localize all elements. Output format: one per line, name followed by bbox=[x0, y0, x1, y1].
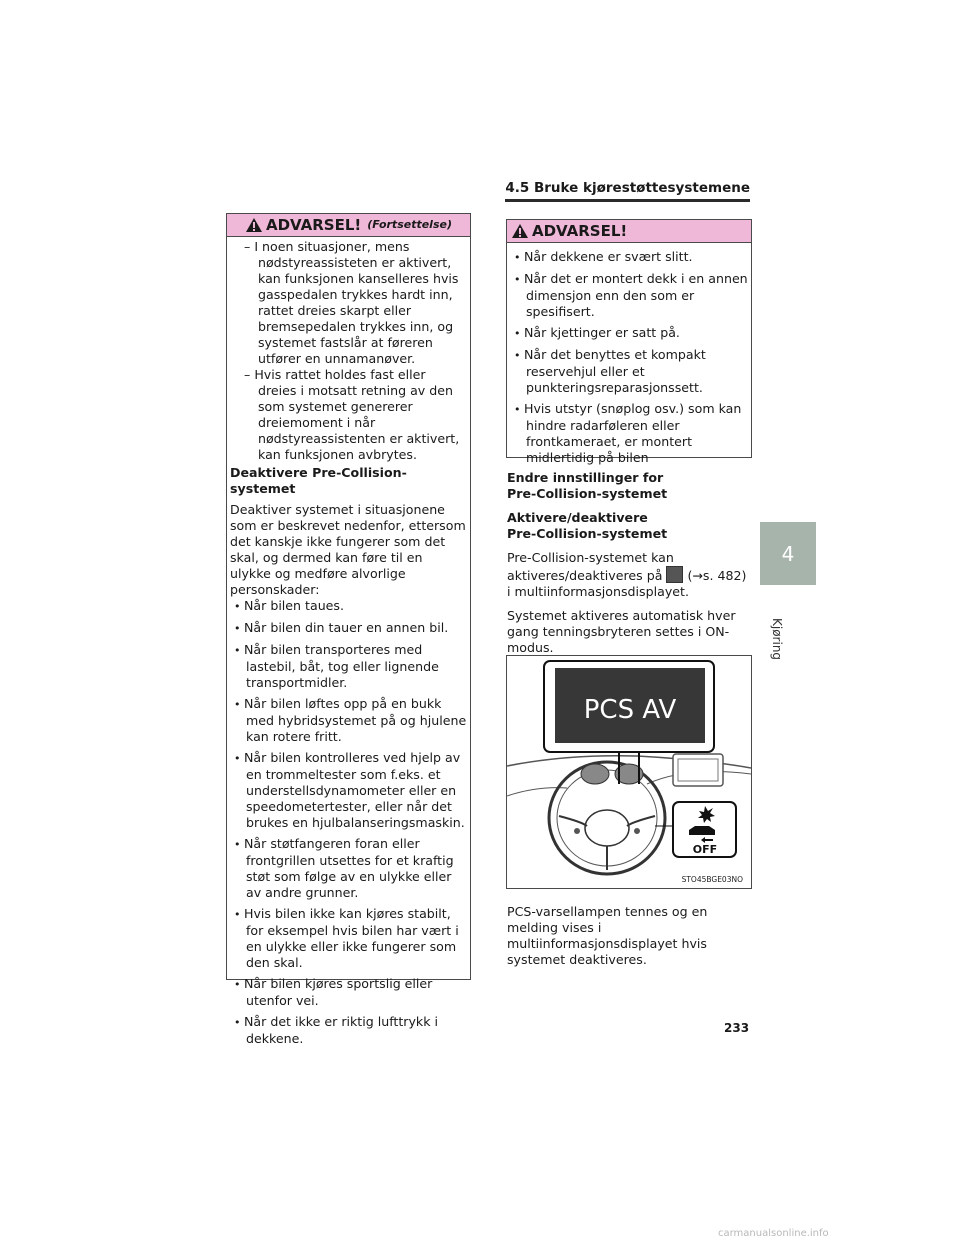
figure-code: STO45BGE03NO bbox=[681, 875, 743, 884]
display-text: PCS AV bbox=[583, 695, 677, 725]
list-item: • Når det er montert dekk i en annen dimensjon enn den som er spesifisert. bbox=[510, 271, 748, 320]
list-item: • Når bilen transporteres med lastebil, båt, tog eller lignende transportmidler. bbox=[230, 642, 467, 691]
watermark: carmanualsonline.info bbox=[718, 1228, 829, 1239]
bullet-list bbox=[230, 598, 467, 1047]
list-item: • Når det benyttes et kompakt reservehjul eller et punkteringsreparasjonssett. bbox=[510, 347, 748, 396]
dash-list bbox=[244, 239, 467, 463]
paragraph-deactivation: PCS-varsellampen tennes og en melding vises i multiinformasjonsdisplayet hvis systemet deaktiveres. bbox=[507, 904, 708, 967]
section-heading: Deaktivere Pre-Collision-systemet bbox=[230, 465, 407, 496]
warning-triangle-icon bbox=[245, 217, 263, 233]
heading-activate-line1: Aktivere/deaktivere bbox=[507, 510, 648, 525]
list-item: • Når det ikke er riktig lufttrykk i dekkene. bbox=[230, 1014, 467, 1047]
list-item: • Når bilen kontrolleres ved hjelp av en trommeltester som f.eks. et understellsdynamometer eller en speedometertester, eller når det brukes en hjulbalanseringsmaskin. bbox=[230, 750, 467, 831]
dashboard-illustration bbox=[507, 656, 751, 888]
settings-section bbox=[507, 470, 752, 661]
list-item: • Når bilen løftes opp på en bukk med hybridsystemet på og hjulene kan rotere fritt. bbox=[230, 696, 467, 745]
heading-settings-line2: Pre-Collision-systemet bbox=[507, 486, 668, 501]
warning-title: ADVARSEL! bbox=[532, 222, 628, 240]
list-item: • Når støtfangeren foran eller frontgrillen utsettes for et kraftig støt som følge av en ulykke eller av andre grunner. bbox=[230, 836, 467, 901]
heading-activate-line2: Pre-Collision-systemet bbox=[507, 526, 668, 541]
paragraph-activate-text-a: Pre-Collision-systemet kan aktiveres/deaktiveres på bbox=[507, 550, 674, 583]
list-item: • Når bilen kjøres sportslig eller utenfor vei. bbox=[230, 976, 467, 1009]
paragraph-activate-text-b: (→s. 482) i multiinformasjonsdisplayet. bbox=[507, 568, 747, 599]
warning-title: ADVARSEL! bbox=[266, 216, 362, 234]
warning-triangle-icon bbox=[511, 223, 529, 239]
warning-box bbox=[506, 219, 752, 465]
list-item: • Hvis utstyr (snøplog osv.) som kan hindre radarføleren eller frontkameraet, er montert midlertidig på bilen bbox=[510, 401, 748, 466]
section-header: 4.5 Bruke kjørestøttesystemene bbox=[505, 180, 750, 196]
list-item: • Når kjettinger er satt på. bbox=[510, 325, 748, 342]
chapter-tab bbox=[760, 522, 816, 585]
list-item: • Når bilen taues. bbox=[230, 598, 467, 615]
list-item: • Hvis bilen ikke kan kjøres stabilt, for eksempel hvis bilen har vært i en ulykke eller ikke fungerer som den skal. bbox=[230, 906, 467, 971]
heading-settings-line1: Endre innstillinger for bbox=[507, 470, 664, 485]
list-item: • Når dekkene er svært slitt. bbox=[510, 249, 748, 266]
paragraph-activate bbox=[507, 550, 752, 600]
off-button-label: OFF bbox=[692, 843, 718, 856]
dashboard-figure bbox=[506, 655, 752, 889]
deactivation-note bbox=[507, 904, 752, 973]
chapter-number: 4 bbox=[781, 541, 795, 566]
intro-paragraph: Deaktiver systemet i situasjonene som er beskrevet nedenfor, ettersom det kanskje ikke fungerer som det skal, og dermed kan føre til en ulykke og medføre alvorlige personskader: bbox=[230, 502, 466, 597]
warning-header bbox=[507, 220, 751, 243]
settings-icon bbox=[666, 566, 683, 583]
page-number: 233 bbox=[724, 1021, 750, 1035]
dash-item: – I noen situasjoner, mens nødstyreassisteten er aktivert, kan funksjonen kanselleres hvis gasspedalen trykkes hardt inn, rattet dreies skarpt eller bremsepedalen trykkes inn, og systemet fastslår at føreren utfører en unnamanøver. bbox=[244, 239, 467, 367]
warning-subtitle: (Fortsettelse) bbox=[367, 218, 452, 231]
paragraph-auto-activate: Systemet aktiveres automatisk hver gang tenningsbryteren settes i ON-modus. bbox=[507, 608, 736, 655]
dash-item: – Hvis rattet holdes fast eller dreies i motsatt retning av den som systemet genererer dreiemoment i når nødstyreassistenten er aktivert, kan funksjonen avbrytes. bbox=[244, 367, 467, 463]
bullet-list bbox=[510, 249, 748, 466]
chapter-label: Kjøring bbox=[770, 618, 784, 661]
list-item: • Når bilen din tauer en annen bil. bbox=[230, 620, 467, 637]
warning-box-continued bbox=[226, 213, 471, 1046]
header-rule bbox=[505, 199, 750, 202]
warning-header bbox=[227, 214, 470, 237]
